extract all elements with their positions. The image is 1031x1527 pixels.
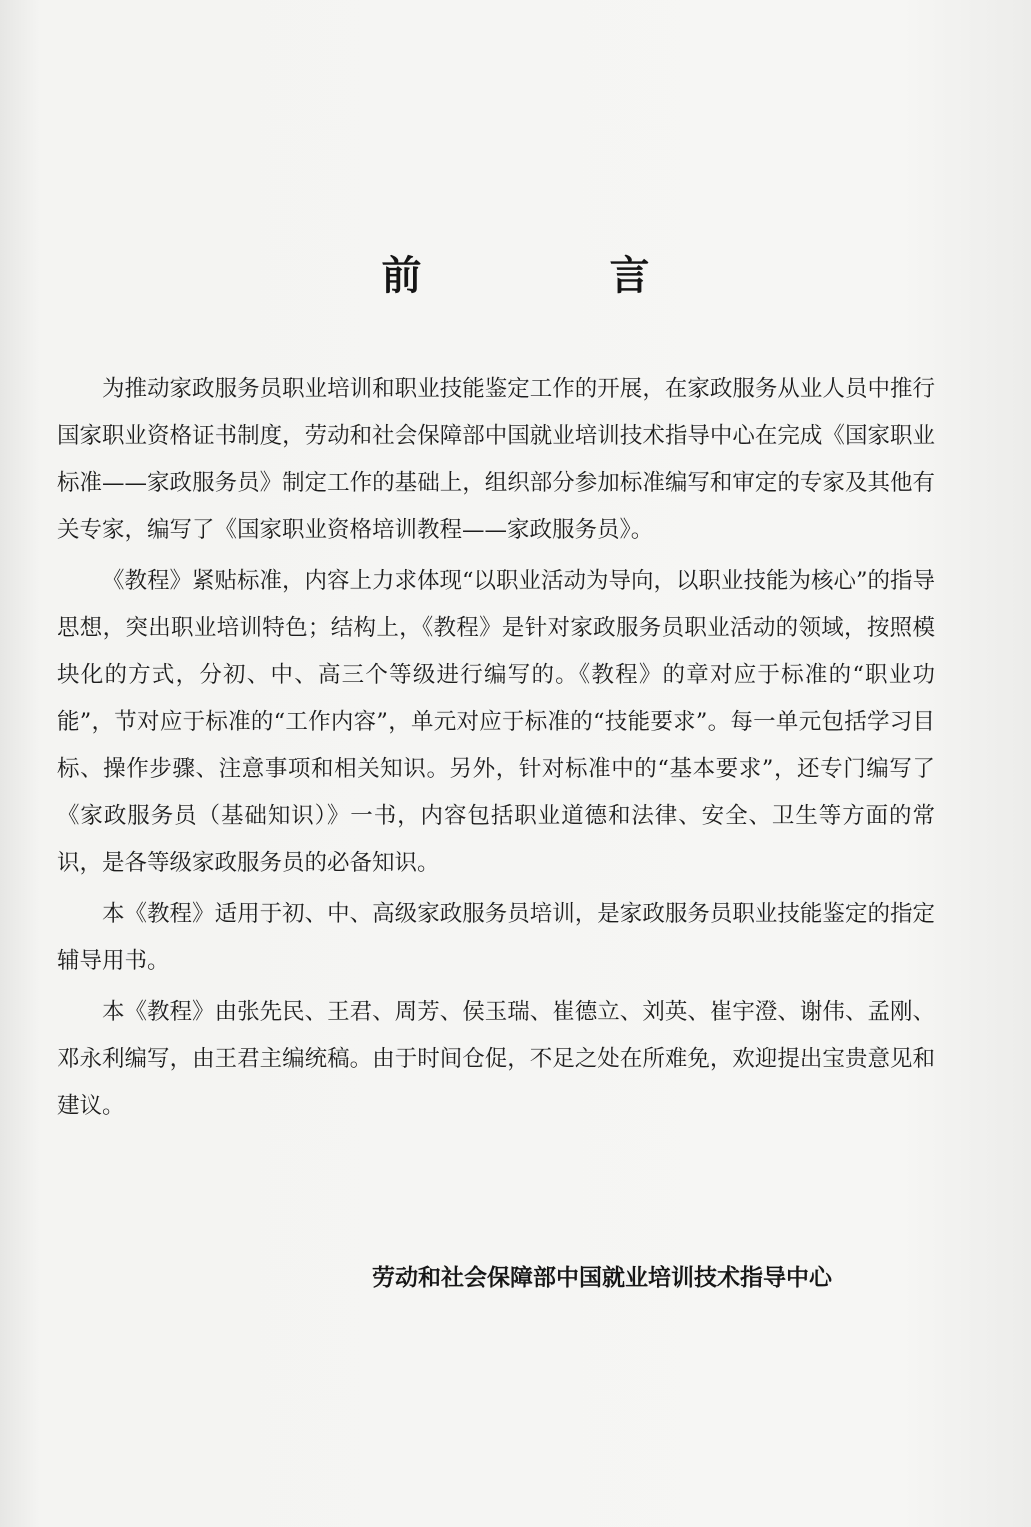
paragraph-4: 本《教程》由张先民、王君、周芳、侯玉瑞、崔德立、刘英、崔宇澄、谢伟、孟刚、邓永利编写，由王君主编统稿。由于时间仓促，不足之处在所难免，欢迎提出宝贵意见和建议。 (57, 999, 935, 1119)
signature: 劳动和社会保障部中国就业培训技术指导中心 (372, 1265, 832, 1291)
paragraph-2: 《教程》紧贴标准，内容上力求体现“以职业活动为导向，以职业技能为核心”的指导思想，突出职业培训特色；结构上，《教程》是针对家政服务员职业活动的领域，按照模块化的方式，分初、中、高三个等级进行编写的。《教程》的章对应于标准的“职业功能”，节对应于标准的“工作内容”，单元对应于标准的“技能要求”。每一单元包括学习目标、操作步骤、注意事项和相关知识。另外，针对标准中的“基本要求”，还专门编写了《家政服务员（基础知识）》一书，内容包括职业道德和法律、安全、卫生等方面的常识，是各等级家政服务员的必备知识。 (57, 568, 936, 876)
preface-body (57, 366, 935, 1134)
paragraph-1: 为推动家政服务员职业培训和职业技能鉴定工作的开展，在家政服务从业人员中推行国家职业资格证书制度，劳动和社会保障部中国就业培训技术指导中心在完成《国家职业标准——家政服务员》制定工作的基础上，组织部分参加标准编写和审定的专家及其他有关专家，编写了《国家职业资格培训教程——家政服务员》。 (57, 376, 935, 543)
page-title: 前 言 (381, 253, 724, 299)
paragraph-3: 本《教程》适用于初、中、高级家政服务员培训，是家政服务员职业技能鉴定的指定辅导用书。 (57, 901, 935, 974)
